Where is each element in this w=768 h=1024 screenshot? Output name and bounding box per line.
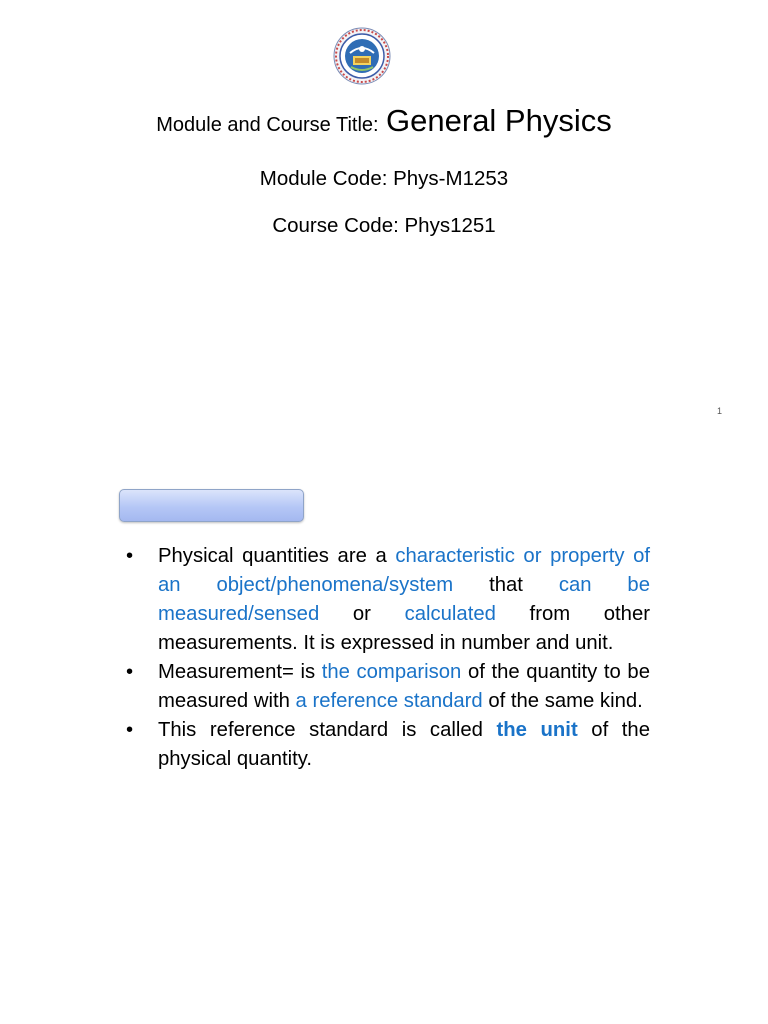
bullet-text: This reference standard is called — [158, 719, 497, 741]
bullet-item — [126, 658, 650, 716]
bullet-dot: • — [126, 545, 134, 567]
bullet-dot: • — [126, 661, 134, 683]
highlighted-text: a reference standard — [295, 690, 483, 712]
bullet-item — [126, 716, 650, 774]
highlighted-text: can be measured/sensed — [158, 574, 650, 625]
course-title — [0, 103, 768, 139]
course-title-value: General Physics — [386, 103, 612, 138]
highlighted-text: characteristic or property of an object/phenomena/system — [158, 545, 650, 596]
bullet-text: that — [453, 574, 559, 596]
slide-title-placeholder-box — [119, 489, 304, 522]
highlighted-text: calculated — [404, 603, 496, 625]
university-seal-logo — [333, 27, 391, 85]
highlighted-text: the unit — [496, 719, 578, 741]
module-code: Module Code: Phys-M1253 — [259, 167, 509, 190]
page-number: 1 — [717, 406, 723, 416]
course-title-label: Module and Course Title: — [156, 114, 379, 136]
bullet-item — [126, 542, 650, 658]
course-code: Course Code: Phys1251 — [272, 214, 496, 237]
highlighted-text: the comparison — [321, 661, 462, 683]
bullet-text: of the physical quantity. — [158, 719, 650, 770]
bullet-text: Physical quantities are a — [158, 545, 396, 567]
bullet-text: or — [319, 603, 405, 625]
bullet-text: of the same kind. — [482, 690, 643, 712]
bullet-dot: • — [126, 719, 134, 741]
bullet-list — [126, 542, 650, 774]
bullet-text: from other measurements. It is expressed in number and unit. — [158, 603, 650, 654]
bullet-text: Measurement= is — [158, 661, 322, 683]
bullet-text: of the quantity to be measured with — [158, 661, 650, 712]
